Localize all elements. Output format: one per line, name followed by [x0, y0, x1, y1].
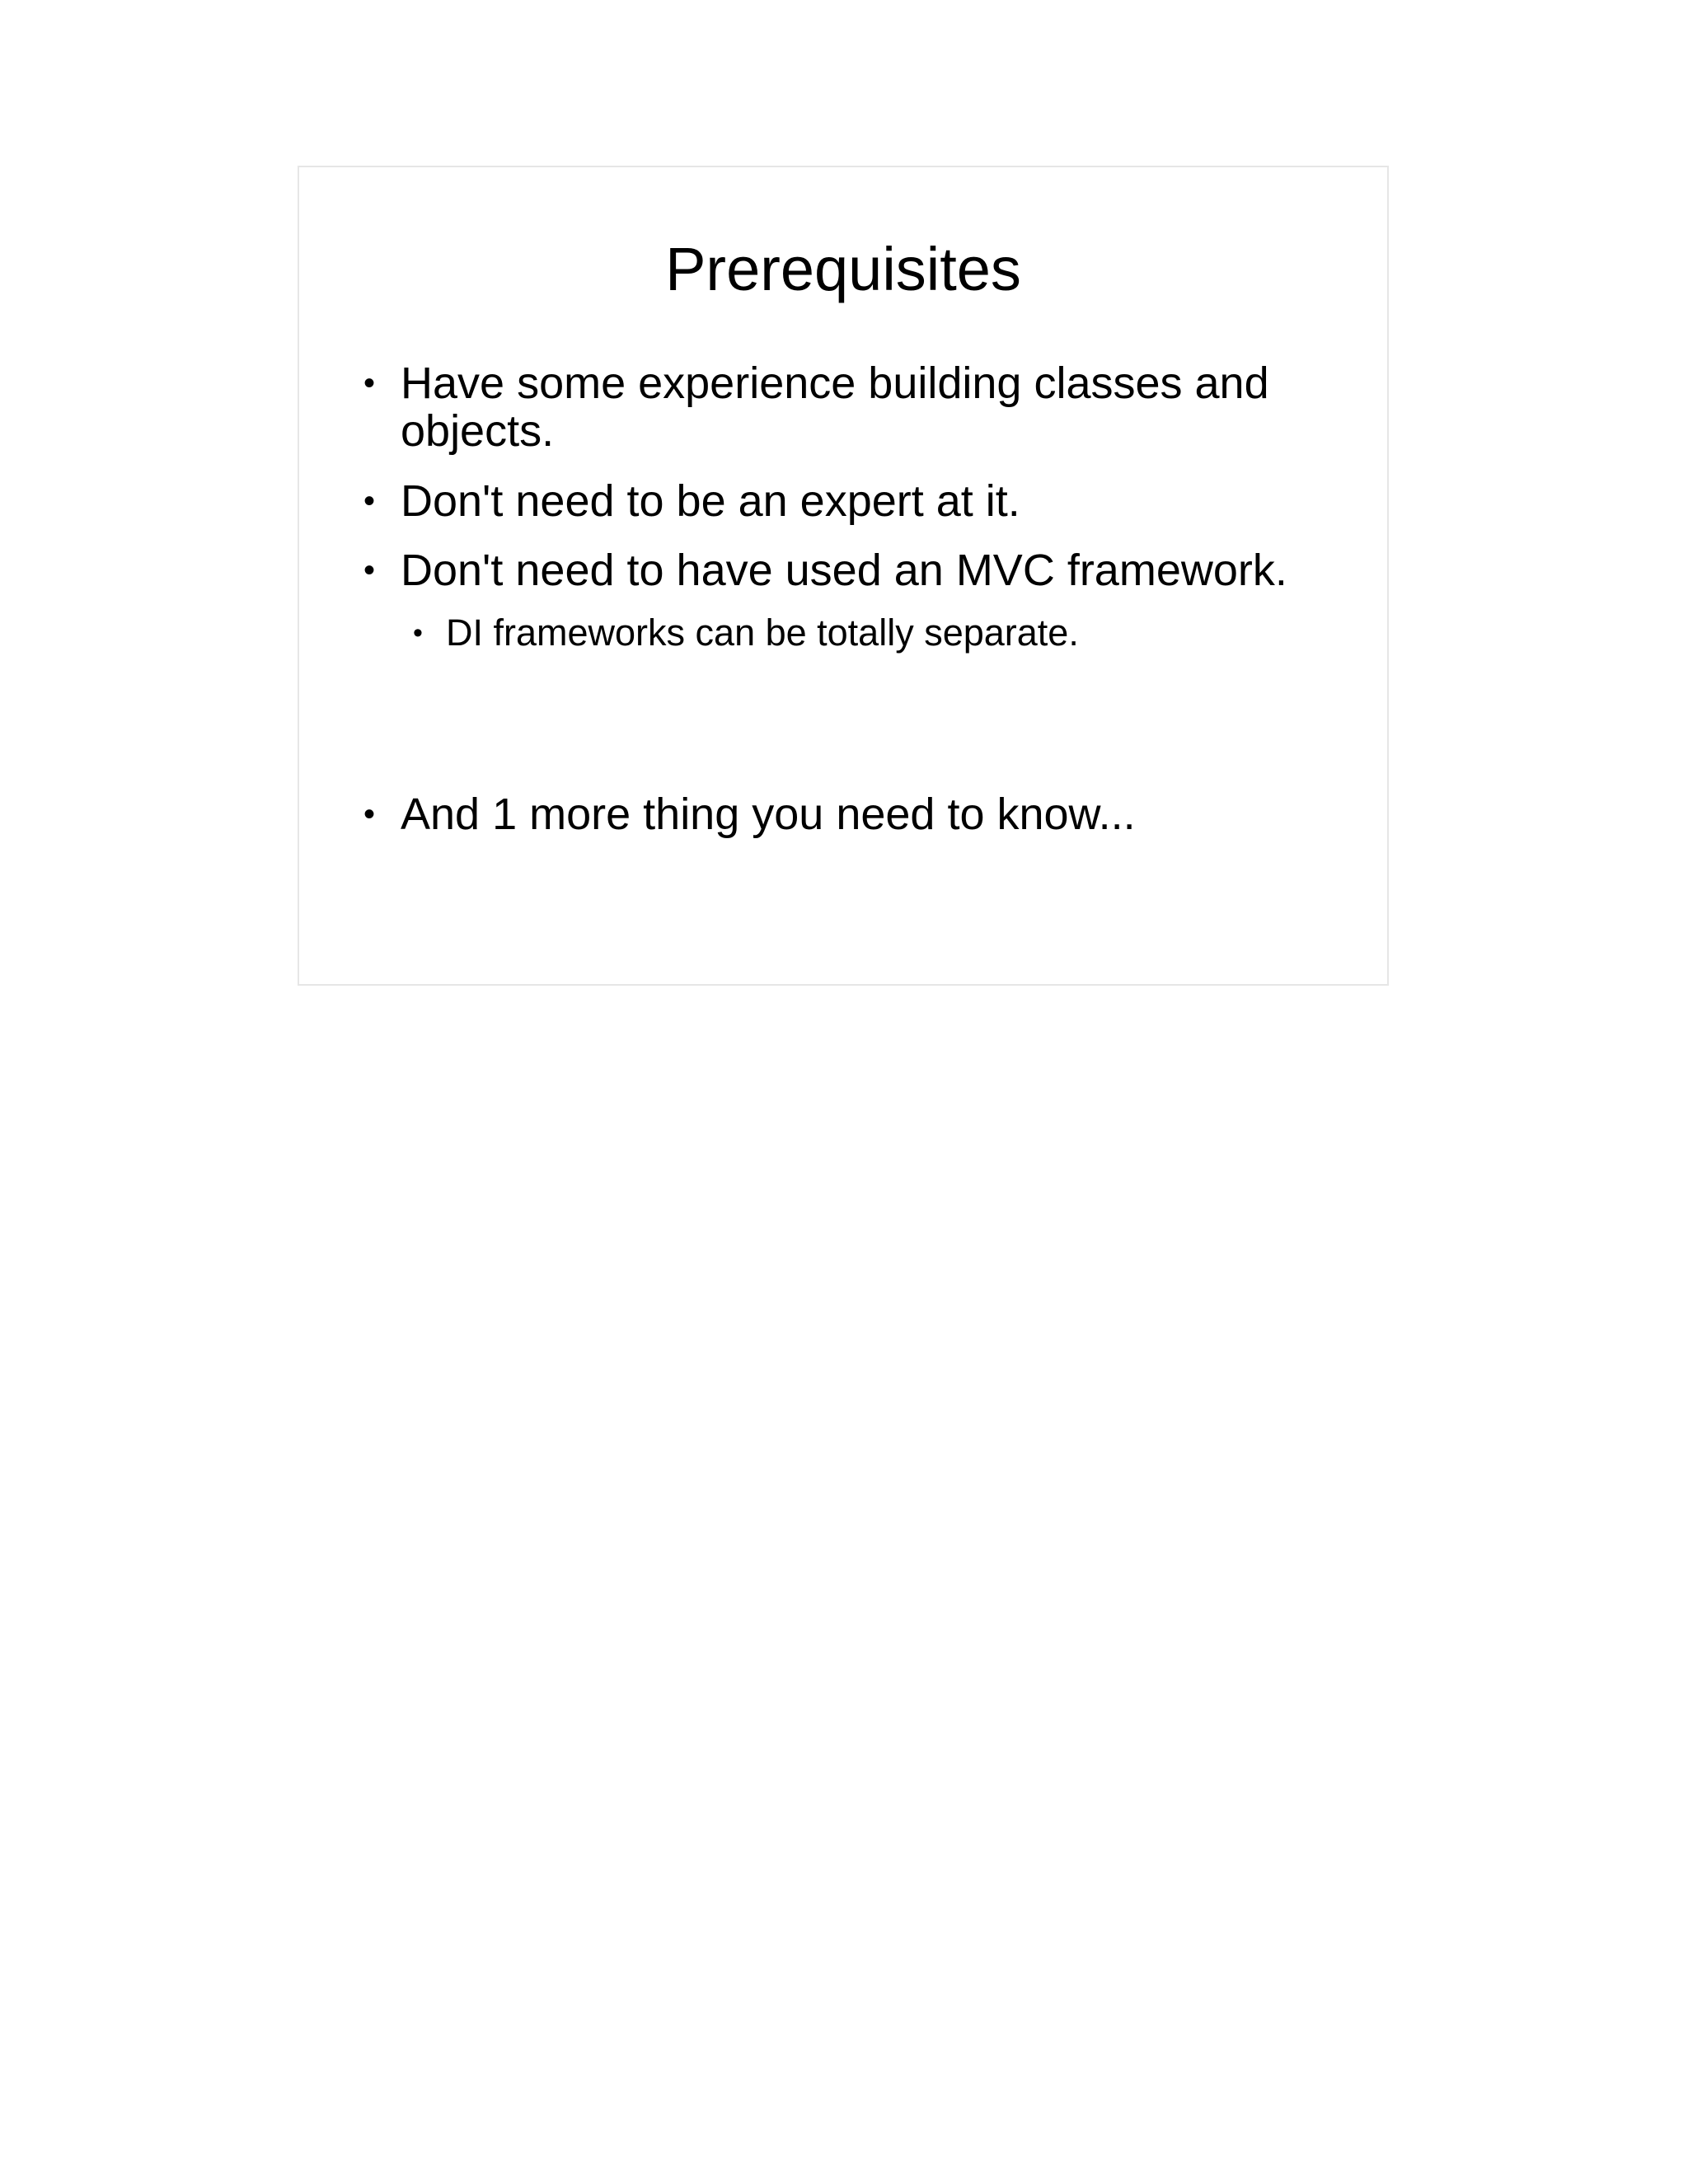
bullet-text: Don't need to have used an MVC framework.: [401, 546, 1287, 595]
sub-bullet-text: DI frameworks can be totally separate.: [446, 612, 1079, 654]
bullet-dot-icon: •: [363, 483, 376, 519]
bullet-dot-icon: •: [363, 365, 376, 401]
bullet-dot-icon: •: [363, 552, 376, 588]
bullet-dot-icon: •: [363, 796, 376, 832]
bullet-text: Have some experience building classes and objects.: [401, 359, 1269, 456]
slide-title: Prerequisites: [665, 235, 1021, 303]
bullet-item: [363, 790, 1344, 838]
bullet-item: [363, 546, 1344, 594]
sub-bullet-item: [413, 612, 1336, 654]
bullet-text: Don't need to be an expert at it.: [401, 476, 1020, 526]
bullet-text: And 1 more thing you need to know...: [401, 790, 1136, 839]
sub-bullet-dot-icon: •: [413, 617, 423, 649]
bullet-item: [363, 477, 1344, 525]
slide: [298, 166, 1389, 986]
bullet-item: [363, 359, 1344, 455]
